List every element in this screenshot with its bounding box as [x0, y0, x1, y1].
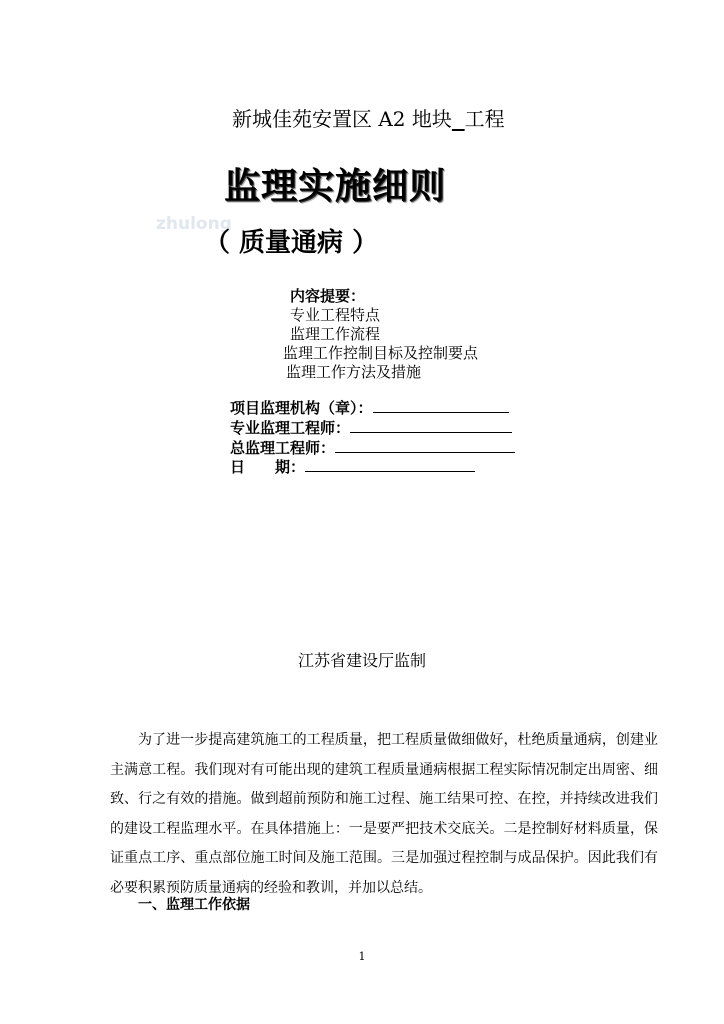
body-paragraph: 为了进一步提高建筑施工的工程质量，把工程质量做细做好，杜绝质量通病，创建业主满意工程。我们现对有可能出现的建筑工程质量通病根据工程实际情况制定出周密、细致、行之有效的措施。做到超前预防和施工过程、施工结果可控、在控，并持续改进我们的建设工程监理水平。在具体措施上：一是要严把技术交底关。二是控制好材料质量，保证重点工序、重点部位施工时间及施工范围。三是加强过程控制与成品保护。因此我们有必要积累预防质量通病的经验和教训，并加以总结。: [110, 732, 658, 896]
signature-line: [350, 418, 512, 433]
section-heading: 一、监理工作依据: [138, 897, 250, 913]
main-title: 监理实施细则: [224, 166, 447, 207]
signature-row-org: [230, 397, 509, 418]
signature-label: 专业监理工程师：: [230, 419, 351, 437]
page-number: 1: [358, 950, 366, 963]
watermark: zhulong: [156, 214, 232, 234]
summary-item: 监理工作方法及措施: [286, 363, 422, 381]
project-title-suffix: 工程: [464, 107, 505, 131]
signature-line: [373, 398, 509, 413]
signature-line: [335, 438, 515, 453]
signature-line: [305, 457, 475, 472]
signature-label: 项目监理机构（章）：: [230, 399, 373, 417]
summary-item: 监理工作控制目标及控制要点: [283, 344, 479, 362]
signature-label: 总监理工程师：: [230, 439, 336, 457]
signature-row-engineer: [230, 417, 512, 438]
supervised-by: 江苏省建设厅监制: [297, 651, 426, 670]
signature-row-date: [230, 456, 475, 477]
signature-row-chief: [230, 437, 515, 458]
project-title-prefix: 新城佳苑安置区 A2 地块: [232, 107, 452, 131]
project-title: [232, 103, 505, 132]
summary-item: 监理工作流程: [290, 325, 381, 343]
signature-label: 日 期：: [230, 458, 306, 476]
summary-item: 专业工程特点: [290, 306, 381, 324]
summary-heading: 内容提要：: [290, 287, 366, 305]
subtitle: （ 质量通病 ）: [204, 228, 379, 258]
project-title-blank: [452, 107, 465, 131]
